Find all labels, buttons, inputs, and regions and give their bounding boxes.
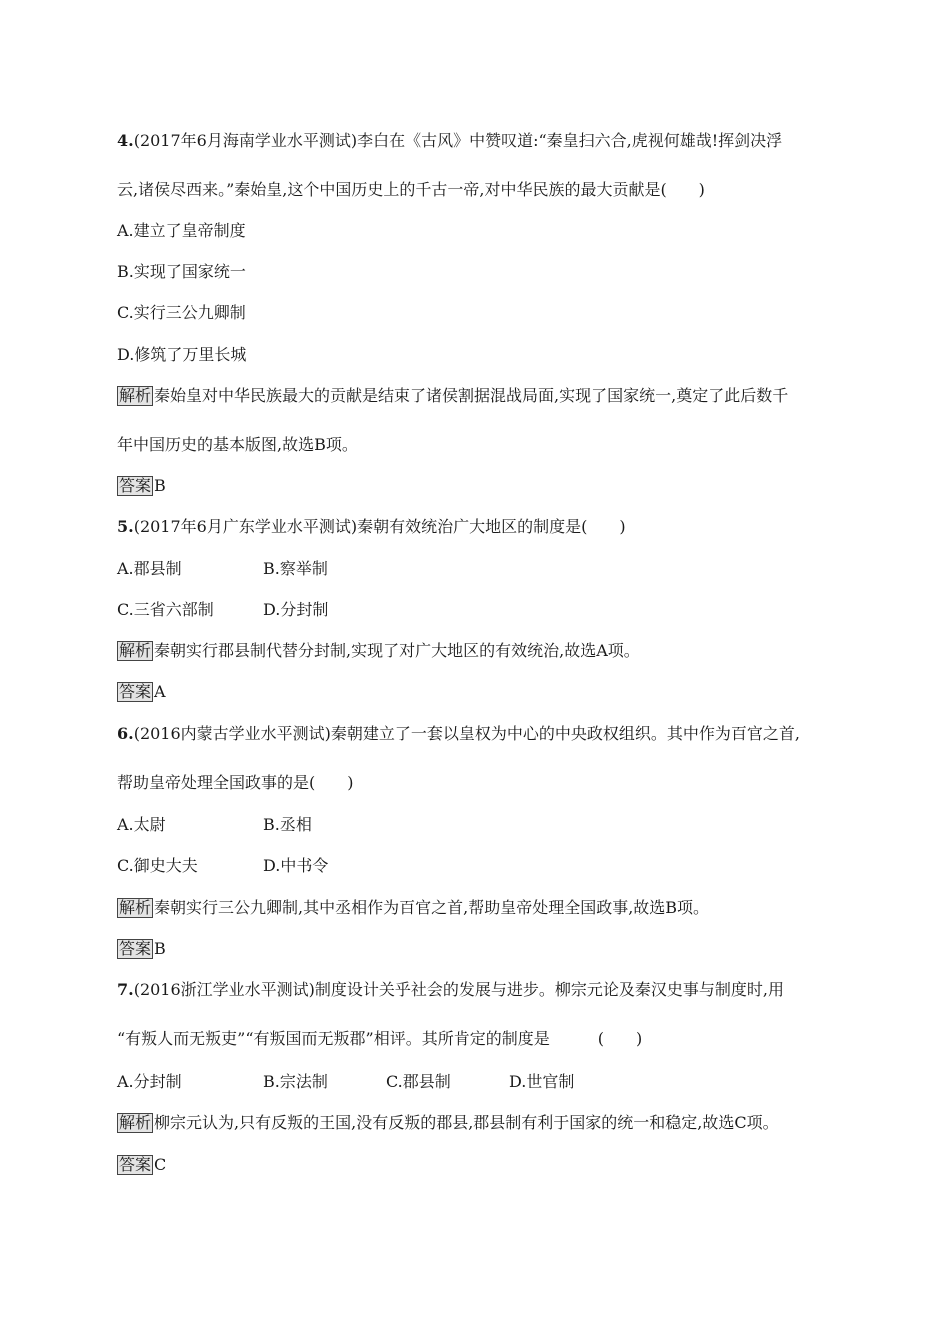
- question-7-stem-line2: “有叛人而无叛吏”“有叛国而无叛郡”相评。其所肯定的制度是 ( ): [117, 1029, 643, 1048]
- question-stem: (2017年6月广东学业水平测试)秦朝有效统治广大地区的制度是( ): [133, 517, 626, 536]
- question-5-option-b: B.察举制: [263, 559, 328, 578]
- question-4-stem-line2: 云,诸侯尽西来。”秦始皇,这个中国历史上的千古一帝,对中华民族的最大贡献是( ): [117, 180, 705, 199]
- analysis-label: 解析: [119, 386, 152, 405]
- analysis-text: 秦始皇对中华民族最大的贡献是结束了诸侯割据混战局面,实现了国家统一,奠定了此后数千: [154, 386, 789, 405]
- question-6-answer: [117, 939, 166, 959]
- answer-value: A: [154, 682, 166, 701]
- question-stem: (2017年6月海南学业水平测试)李白在《古风》中赞叹道:“秦皇扫六合,虎视何雄哉!挥剑决浮: [133, 131, 783, 150]
- analysis-label: 解析: [119, 641, 152, 660]
- question-number: 4.: [117, 131, 134, 150]
- question-4-analysis-line1: [117, 386, 788, 406]
- answer-value: C: [154, 1155, 167, 1174]
- answer-label: 答案: [119, 682, 152, 701]
- analysis-text: 秦朝实行郡县制代替分封制,实现了对广大地区的有效统治,故选A项。: [154, 641, 640, 660]
- question-number: 6.: [117, 724, 134, 743]
- question-number: 7.: [117, 980, 134, 999]
- question-stem: (2016内蒙古学业水平测试)秦朝建立了一套以皇权为中心的中央政权组织。其中作为百官之首,: [133, 724, 800, 743]
- question-5-stem-line1: [117, 517, 626, 537]
- analysis-text: 秦朝实行三公九卿制,其中丞相作为百官之首,帮助皇帝处理全国政事,故选B项。: [154, 898, 710, 917]
- answer-label: 答案: [119, 476, 152, 495]
- question-5-answer: [117, 682, 166, 702]
- question-4-option-b: B.实现了国家统一: [117, 262, 246, 281]
- question-7-stem-line1: [117, 980, 784, 1000]
- question-4-option-d: D.修筑了万里长城: [117, 345, 247, 364]
- question-7-option-c: C.郡县制: [386, 1072, 451, 1091]
- question-6-stem-line2: 帮助皇帝处理全国政事的是( ): [117, 773, 354, 792]
- question-4-option-c: C.实行三公九卿制: [117, 303, 246, 322]
- question-4-analysis-line2: 年中国历史的基本版图,故选B项。: [117, 435, 358, 454]
- question-5-analysis: [117, 641, 640, 661]
- question-6-analysis: [117, 898, 709, 918]
- question-7-option-d: D.世官制: [509, 1072, 575, 1091]
- question-stem: (2016浙江学业水平测试)制度设计关乎社会的发展与进步。柳宗元论及秦汉史事与制度时,用: [133, 980, 784, 999]
- question-7-option-a: A.分封制: [117, 1072, 182, 1091]
- question-5-option-c: C.三省六部制: [117, 600, 214, 619]
- answer-label: 答案: [119, 939, 152, 958]
- question-4-option-a: A.建立了皇帝制度: [117, 221, 246, 240]
- answer-value: B: [154, 476, 166, 495]
- question-7-analysis: [117, 1113, 779, 1133]
- question-6-option-a: A.太尉: [117, 815, 166, 834]
- analysis-label: 解析: [119, 1113, 152, 1132]
- question-7-answer: [117, 1155, 166, 1175]
- question-6-option-c: C.御史大夫: [117, 856, 198, 875]
- question-6-option-d: D.中书令: [263, 856, 329, 875]
- question-7-option-b: B.宗法制: [263, 1072, 328, 1091]
- question-6-stem-line1: [117, 724, 800, 744]
- question-5-option-d: D.分封制: [263, 600, 329, 619]
- analysis-label: 解析: [119, 898, 152, 917]
- question-4-answer: [117, 476, 166, 496]
- answer-value: B: [154, 939, 166, 958]
- answer-label: 答案: [119, 1155, 152, 1174]
- question-6-option-b: B.丞相: [263, 815, 312, 834]
- question-number: 5.: [117, 517, 134, 536]
- question-5-option-a: A.郡县制: [117, 559, 182, 578]
- question-4-stem-line1: [117, 131, 782, 151]
- analysis-text: 柳宗元认为,只有反叛的王国,没有反叛的郡县,郡县制有利于国家的统一和稳定,故选C项。: [154, 1113, 779, 1132]
